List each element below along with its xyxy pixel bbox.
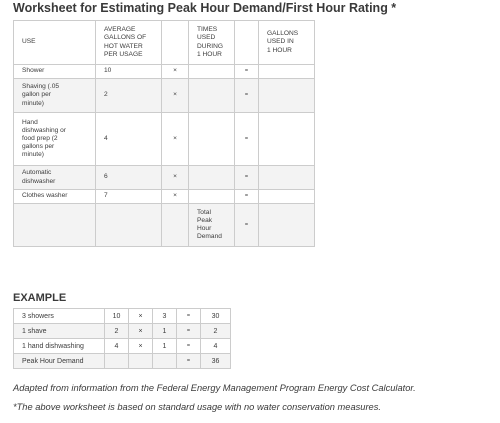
example-label: Peak Hour Demand xyxy=(14,354,105,369)
average-cell: 6 xyxy=(96,166,162,190)
equals-sign: = xyxy=(177,354,201,369)
multiply-sign: × xyxy=(162,166,189,190)
average-cell: 10 xyxy=(96,65,162,79)
average-cell: 2 xyxy=(96,79,162,113)
header-average-gallons: AVERAGE GALLONS OF HOT WATER PER USAGE xyxy=(96,21,162,65)
use-cell: Hand dishwashing or food prep (2 gallons per minute) xyxy=(14,113,96,166)
example-label: 1 hand dishwashing xyxy=(14,339,105,354)
header-blank-2 xyxy=(235,21,259,65)
multiply-sign: × xyxy=(162,190,189,204)
example-gallons: 10 xyxy=(105,309,129,324)
use-cell: Automatic dishwasher xyxy=(14,166,96,190)
gallons-used-cell xyxy=(259,166,315,190)
equals-sign: = xyxy=(177,324,201,339)
times-used-cell xyxy=(189,113,235,166)
gallons-used-cell xyxy=(259,65,315,79)
total-row xyxy=(14,204,315,247)
equals-sign: = xyxy=(235,204,259,247)
total-peak-hour-demand-label: Total Peak Hour Demand xyxy=(189,204,235,247)
equals-sign: = xyxy=(235,166,259,190)
blank-cell xyxy=(14,204,96,247)
blank-cell xyxy=(162,204,189,247)
example-label: 1 shave xyxy=(14,324,105,339)
footnote: *The above worksheet is based on standard usage with no water conservation measures. xyxy=(13,402,381,412)
equals-sign: = xyxy=(235,79,259,113)
table-row xyxy=(14,309,231,324)
gallons-used-cell xyxy=(259,113,315,166)
table-row xyxy=(14,113,315,166)
peak-hour-worksheet-table xyxy=(13,20,315,247)
multiply-sign: × xyxy=(162,113,189,166)
example-times: 1 xyxy=(153,324,177,339)
table-row xyxy=(14,190,315,204)
times-used-cell xyxy=(189,166,235,190)
table-row xyxy=(14,65,315,79)
use-cell: Shower xyxy=(14,65,96,79)
times-used-cell xyxy=(189,190,235,204)
example-times: 3 xyxy=(153,309,177,324)
header-gallons-used: GALLONS USED IN 1 HOUR xyxy=(259,21,315,65)
source-note: Adapted from information from the Federal Energy Management Program Energy Cost Calculator. xyxy=(13,383,416,393)
example-result: 36 xyxy=(201,354,231,369)
example-times xyxy=(153,354,177,369)
header-use: USE xyxy=(14,21,96,65)
example-result: 30 xyxy=(201,309,231,324)
example-gallons: 4 xyxy=(105,339,129,354)
multiply-sign: × xyxy=(162,79,189,113)
equals-sign: = xyxy=(235,190,259,204)
multiply-sign: × xyxy=(129,324,153,339)
equals-sign: = xyxy=(235,65,259,79)
header-times-used: TIMES USED DURING 1 HOUR xyxy=(189,21,235,65)
worksheet-title: Worksheet for Estimating Peak Hour Demand/First Hour Rating * xyxy=(13,1,397,15)
multiply-sign: × xyxy=(129,339,153,354)
total-gallons-cell xyxy=(259,204,315,247)
times-used-cell xyxy=(189,79,235,113)
example-label: 3 showers xyxy=(14,309,105,324)
table-row xyxy=(14,324,231,339)
use-cell: Shaving (.05 gallon per minute) xyxy=(14,79,96,113)
table-row xyxy=(14,339,231,354)
blank-cell xyxy=(96,204,162,247)
multiply-sign: × xyxy=(129,309,153,324)
example-gallons: 2 xyxy=(105,324,129,339)
multiply-sign xyxy=(129,354,153,369)
table-row xyxy=(14,166,315,190)
equals-sign: = xyxy=(177,309,201,324)
example-gallons xyxy=(105,354,129,369)
worksheet-header-row xyxy=(14,21,315,65)
example-times: 1 xyxy=(153,339,177,354)
example-result: 4 xyxy=(201,339,231,354)
multiply-sign: × xyxy=(162,65,189,79)
example-result: 2 xyxy=(201,324,231,339)
times-used-cell xyxy=(189,65,235,79)
example-table xyxy=(13,308,231,369)
equals-sign: = xyxy=(235,113,259,166)
table-row xyxy=(14,79,315,113)
table-row xyxy=(14,354,231,369)
gallons-used-cell xyxy=(259,79,315,113)
header-blank-1 xyxy=(162,21,189,65)
equals-sign: = xyxy=(177,339,201,354)
average-cell: 7 xyxy=(96,190,162,204)
example-title: EXAMPLE xyxy=(13,292,67,304)
use-cell: Clothes washer xyxy=(14,190,96,204)
average-cell: 4 xyxy=(96,113,162,166)
gallons-used-cell xyxy=(259,190,315,204)
